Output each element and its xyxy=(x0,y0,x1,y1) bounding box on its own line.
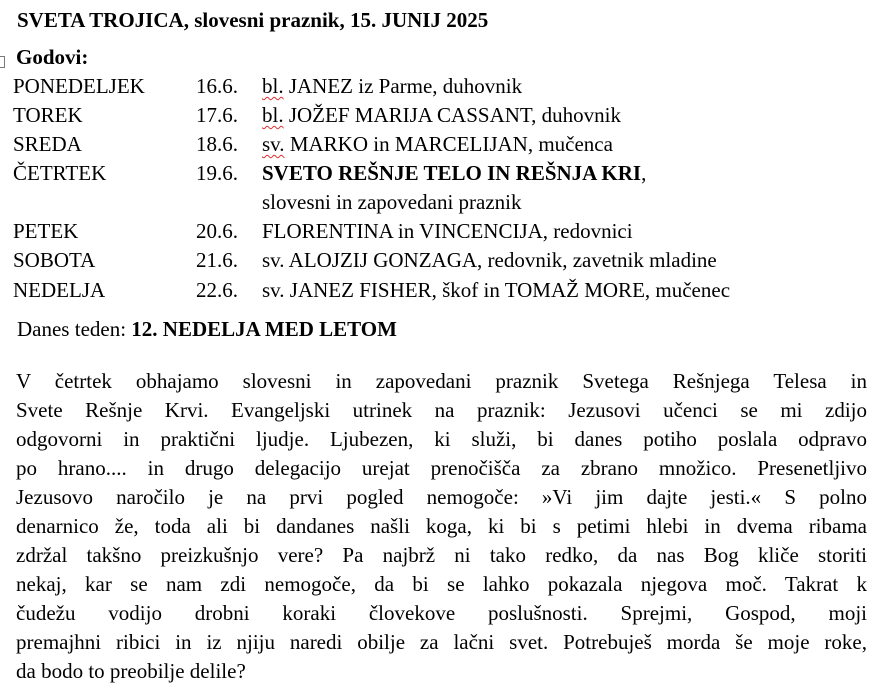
feast-date: 16.6. xyxy=(196,74,238,98)
feast-day: PETEK xyxy=(13,219,79,243)
paragraph-line: zdržal takšno preizkušnjo vere? Pa najbrž ni tako redko, da nas Bog kliče storiti xyxy=(16,543,867,567)
paragraph-line: denarnico že, toda ali bi dandanes našli koga, ki bi s petimi hlebi in dvema ribama xyxy=(16,514,867,538)
feast-day: NEDELJA xyxy=(13,278,106,302)
paragraph-line: V četrtek obhajamo slovesni in zapovedani praznik Svetega Rešnjega Telesa in xyxy=(16,369,867,393)
feast-abbr: bl. xyxy=(262,103,284,127)
paragraph-line: da bodo to preobilje delile? xyxy=(16,659,246,683)
feast-description: sv. ALOJZIJ GONZAGA, redovnik, zavetnik mladine xyxy=(262,248,717,272)
feast-description: FLORENTINA in VINCENCIJA, redovnici xyxy=(262,219,633,243)
feast-date: 22.6. xyxy=(196,278,238,302)
paragraph-anchor-icon xyxy=(0,56,5,68)
paragraph-line: premajhni ribici in iz njiju naredi obilje za lačni svet. Potrebuješ morda še moje roke, xyxy=(16,630,867,654)
feast-bold-title: SVETO REŠNJE TELO IN REŠNJA KRI xyxy=(262,161,642,185)
feast-description: sv. JANEZ FISHER, škof in TOMAŽ MORE, mučenec xyxy=(262,278,731,302)
feast-text: JOŽEF MARIJA CASSANT, duhovnik xyxy=(283,103,621,127)
next-sunday-line xyxy=(17,317,397,342)
feast-text: JANEZ iz Parme, duhovnik xyxy=(283,74,523,98)
feast-date: 18.6. xyxy=(196,132,238,156)
feast-date: 17.6. xyxy=(196,103,238,127)
page-title: SVETA TROJICA, slovesni praznik, 15. JUNIJ 2025 xyxy=(17,8,489,32)
feast-date: 19.6. xyxy=(196,161,238,185)
paragraph-line: odgovorni in praktični ljudje. Ljubezen, ki služi, bi danes potiho poslala odpravo xyxy=(16,427,867,451)
feast-text: , xyxy=(641,161,647,185)
feast-days-heading: Godovi: xyxy=(16,45,89,69)
feast-day: SREDA xyxy=(13,132,82,156)
feast-text: MARKO in MARCELIJAN, mučenca xyxy=(284,132,613,156)
feast-description xyxy=(262,161,646,186)
feast-day: PONEDELJEK xyxy=(13,74,145,98)
feast-date: 21.6. xyxy=(196,248,238,272)
feast-day: ČETRTEK xyxy=(13,161,107,185)
paragraph-line: Jezusovo naročilo je na prvi pogled nemogoče: »Vi jim dajte jesti.« S polno xyxy=(16,485,867,509)
paragraph-line: čudežu vodijo drobni koraki človekove poslušnosti. Sprejmi, Gospod, moji xyxy=(16,601,867,625)
feast-day: TOREK xyxy=(13,103,83,127)
paragraph-line: Svete Rešnje Krvi. Evangeljski utrinek na praznik: Jezusovi učenci se mi zdijo xyxy=(16,398,867,422)
paragraph-line: nekaj, kar se nam zdi nemogoče, da bi se lahko pokazala njegova moč. Takrat k xyxy=(16,572,867,596)
feast-date: 20.6. xyxy=(196,219,238,243)
next-sunday-title: 12. NEDELJA MED LETOM xyxy=(131,317,397,341)
feast-day: SOBOTA xyxy=(13,248,96,272)
feast-abbr: sv. xyxy=(262,132,285,156)
paragraph-line: po hrano.... in drugo delegacijo urejat prenočišča za zbrano množico. Presenetljivo xyxy=(16,456,867,480)
feast-description xyxy=(262,74,522,99)
feast-description xyxy=(262,103,621,128)
feast-description: slovesni in zapovedani praznik xyxy=(262,190,522,214)
feast-description xyxy=(262,132,613,157)
next-sunday-prefix: Danes teden: xyxy=(17,317,132,341)
feast-abbr: bl. xyxy=(262,74,284,98)
reflection-paragraph xyxy=(16,367,867,686)
